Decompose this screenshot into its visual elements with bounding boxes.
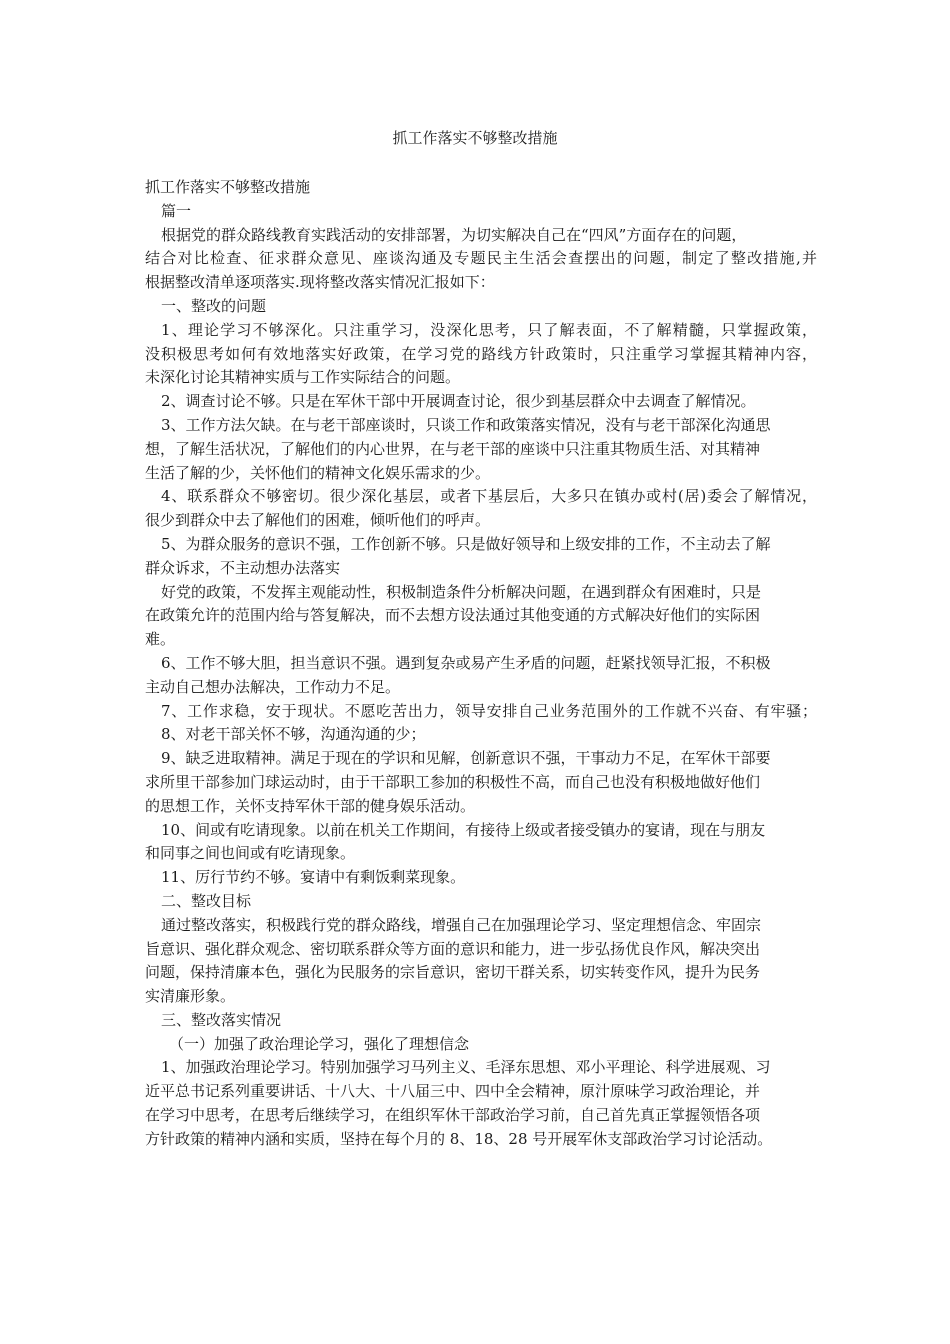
text-line: 结合对比检查、征求群众意见、座谈沟通及专题民主生活会查摆出的问题，制定了整改措施,并 — [145, 249, 817, 268]
document-title: 抓工作落实不够整改措施 — [392, 129, 558, 147]
document-body — [145, 176, 817, 1152]
text-line: 群众诉求，不主动想办法落实 — [145, 558, 341, 577]
text-line: 在学习中思考，在思考后继续学习，在组织军休干部政治学习前，自己首先真正掌握领悟各项 — [145, 1106, 761, 1125]
text-line: 实清廉形象。 — [145, 987, 236, 1006]
document-heading: 抓工作落实不够整改措施 — [145, 178, 311, 196]
text-line: 很少到群众中去了解他们的困难，倾听他们的呼声。 — [145, 511, 491, 530]
text-line: 1、加强政治理论学习。特别加强学习马列主义、毛泽东思想、邓小平理论、科学进展观、习 — [161, 1058, 771, 1077]
text-line: 未深化讨论其精神实质与工作实际结合的问题。 — [145, 368, 461, 387]
text-line: 篇一 — [161, 201, 192, 220]
text-line: 没积极思考如何有效地落实好政策，在学习党的路线方针政策时，只注重学习掌握其精神内容， — [145, 344, 817, 363]
text-line: 的思想工作，关怀支持军休干部的健身娱乐活动。 — [145, 796, 476, 815]
text-line: 7、工作求稳，安于现状。不愿吃苦出力，领导安排自己业务范围外的工作就不兴奋、有牢骚； — [161, 701, 817, 720]
text-line: 和同事之间也间或有吃请现象。 — [145, 844, 356, 863]
text-line: 二、整改目标 — [161, 891, 252, 910]
text-line: 求所里干部参加门球运动时，由于干部职工参加的积极性不高，而自己也没有积极地做好他们 — [145, 772, 761, 791]
text-line: 难。 — [145, 630, 176, 649]
text-line: 近平总书记系列重要讲话、十八大、十八届三中、四中全会精神，原汁原味学习政治理论，并 — [145, 1082, 761, 1101]
text-line: 2、调查讨论不够。只是在军休干部中开展调查讨论，很少到基层群众中去调查了解情况。 — [161, 392, 756, 411]
text-line: 生活了解的少，关怀他们的精神文化娱乐需求的少。 — [145, 463, 491, 482]
text-line: 3、工作方法欠缺。在与老干部座谈时，只谈工作和政策落实情况，没有与老干部深化沟通思 — [161, 415, 771, 434]
text-line: 5、为群众服务的意识不强，工作创新不够。只是做好领导和上级安排的工作，不主动去了解 — [161, 534, 771, 553]
text-line: （一）加强了政治理论学习，强化了理想信念 — [169, 1034, 470, 1053]
text-line: 8、对老干部关怀不够，沟通沟通的少； — [161, 725, 426, 744]
text-line: 主动自己想办法解决，工作动力不足。 — [145, 677, 401, 696]
text-line: 1、理论学习不够深化。只注重学习，没深化思考，只了解表面，不了解精髓，只掌握政策， — [161, 320, 817, 339]
text-line: 11、厉行节约不够。宴请中有剩饭剩菜现象。 — [161, 868, 466, 887]
text-line: 三、整改落实情况 — [161, 1010, 282, 1029]
text-line: 想，了解生活状况，了解他们的内心世界，在与老干部的座谈中只注重其物质生活、对其精神 — [145, 439, 761, 458]
text-line: 好党的政策，不发挥主观能动性，积极制造条件分析解决问题，在遇到群众有困难时，只是 — [161, 582, 762, 601]
text-line: 旨意识、强化群众观念、密切联系群众等方面的意识和能力，进一步弘扬优良作风，解决突出 — [145, 939, 761, 958]
text-line: 方针政策的精神内涵和实质，坚持在每个月的 8、18、28 号开展军休支部政治学习讨论活动。 — [145, 1129, 773, 1148]
text-line: 根据党的群众路线教育实践活动的安排部署，为切实解决自己在“四风”方面存在的问题， — [161, 225, 747, 244]
text-line: 10、间或有吃请现象。以前在机关工作期间，有接待上级或者接受镇办的宴请，现在与朋友 — [161, 820, 766, 839]
text-line: 6、工作不够大胆，担当意识不强。遇到复杂或易产生矛盾的问题，赶紧找领导汇报，不积极 — [161, 653, 771, 672]
text-line: 通过整改落实，积极践行党的群众路线，增强自己在加强理论学习、坚定理想信念、牢固宗 — [161, 915, 762, 934]
text-line: 根据整改清单逐项落实.现将整改落实情况汇报如下： — [145, 273, 495, 292]
text-line: 在政策允许的范围内给与答复解决，而不去想方设法通过其他变通的方式解决好他们的实际困 — [145, 606, 761, 625]
text-line: 4、联系群众不够密切。很少深化基层，或者下基层后，大多只在镇办或村(居)委会了解情况， — [161, 487, 817, 506]
text-line: 一、整改的问题 — [161, 296, 267, 315]
text-line: 问题，保持清廉本色，强化为民服务的宗旨意识，密切干群关系，切实转变作风，提升为民务 — [145, 963, 761, 982]
text-line: 9、缺乏进取精神。满足于现在的学识和见解，创新意识不强，干事动力不足，在军休干部要 — [161, 749, 771, 768]
